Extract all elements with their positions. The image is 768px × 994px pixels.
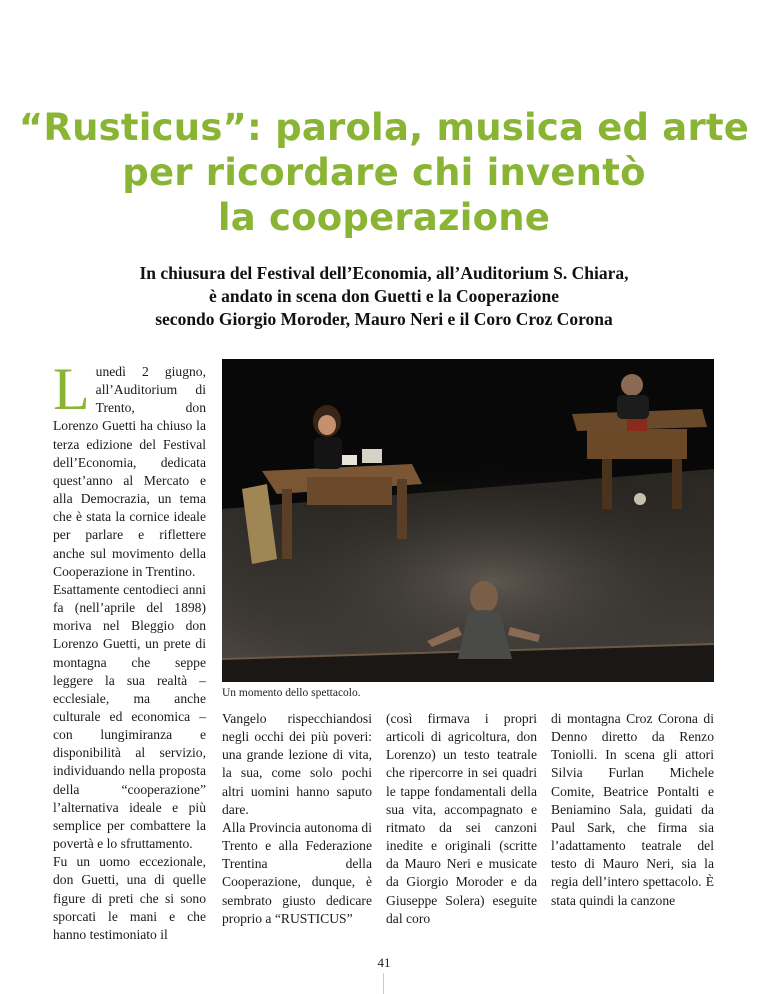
paragraph-5: Alla Provincia autonoma di Trento e alla Federazione Trentina della Cooperazione, dunque, è sembrato giusto dedicare proprio a “RUSTICUS” — [222, 819, 372, 926]
title-line-2: per ricordare chi inventò — [122, 151, 646, 194]
article-subtitle — [0, 262, 768, 331]
paragraph-6: (così firmava i propri articoli di agricoltura, don Lorenzo) un testo teatrale che ripercorre in sei quadri le tappe fondamentali della sua vita, accompagnato e ritmato da sei canzoni inedite e originali (scritte da Mauro Neri e musicate da Giorgio Moroder e da Giuseppe Solera) eseguite dal coro — [386, 711, 537, 926]
paragraph-7: di montagna Croz Corona di Denno diretto da Renzo Toniolli. In scena gli attori Silvia Furlan Michele Comite, Beatrice Pontalti e Beniamino Sala, guidati da Paul Sark, che firma sia l’adattamento teatrale del testo di Mauro Neri, sia la regia dell’intero spettacolo. È stata quindi la canzone — [551, 711, 714, 908]
text-column-4 — [551, 710, 714, 910]
title-line-3: la cooperazione — [217, 196, 551, 239]
text-column-2 — [222, 710, 372, 928]
article-title — [0, 105, 768, 240]
subtitle-line-3: secondo Giorgio Moroder, Mauro Neri e il Coro Croz Corona — [155, 309, 613, 329]
subtitle-line-2: è andato in scena don Guetti e la Cooperazione — [209, 286, 559, 306]
text-column-3 — [386, 710, 537, 928]
paragraph-4: Vangelo rispecchiandosi negli occhi dei più poveri: una grande lezione di vita, la sua, come solo pochi altri uomini hanno saputo dare. — [222, 711, 372, 817]
photo-caption: Un momento dello spettacolo. — [222, 687, 361, 699]
paragraph-3: Fu un uomo eccezionale, don Guetti, una di quelle figure di preti che si sono sporcati le mani e che hanno testimoniato il — [53, 854, 206, 942]
text-column-1 — [53, 356, 206, 944]
paragraph-1: unedì 2 giugno, all’Auditorium di Trento, don Lorenzo Guetti ha chiuso la terza edizione del Festival dell’Economia, dedicata quest’anno al Mercato e alla Democrazia, un tema che è stata la cornice ideale per parlare e riflettere anche sul movimento della Cooperazione in Trentino. — [53, 364, 206, 579]
title-line-1: “Rusticus”: parola, musica ed arte — [18, 106, 750, 149]
page-number: 41 — [377, 955, 391, 970]
stage-photo-illustration — [222, 359, 714, 682]
paragraph-2: Esattamente centodieci anni fa (nell’aprile del 1898) moriva nel Bleggio don Lorenzo Guetti, un prete di montagna che seppe leggere la sua realtà – ecclesiale, ma anche culturale ed economica – con lungimiranza e disponibilità al servizio, individuando nella proposta della “cooperazione” l’alternativa ideale e più semplice per combattere la povertà e lo sfruttamento. — [53, 581, 206, 852]
drop-cap: L — [53, 356, 90, 422]
stage-photo — [222, 359, 714, 682]
subtitle-line-1: In chiusura del Festival dell’Economia, all’Auditorium S. Chiara, — [139, 263, 629, 283]
page-rule — [383, 973, 384, 994]
